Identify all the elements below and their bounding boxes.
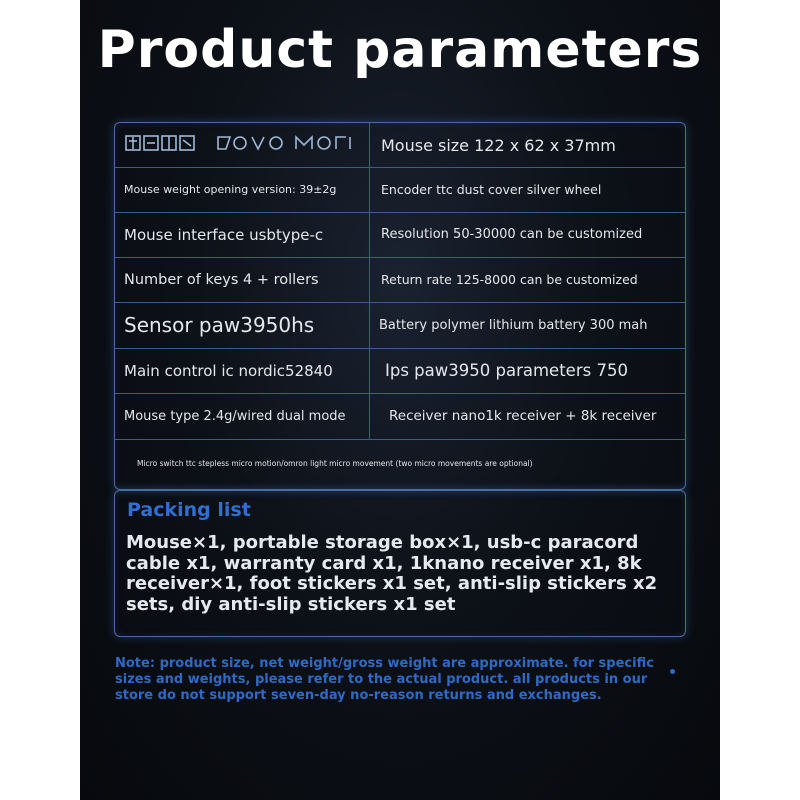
table-row [115,393,685,440]
cell-mouse-weight: Mouse weight opening version: 39±2g [115,167,370,212]
cell-sensor: Sensor paw3950hs [115,302,370,348]
decorative-dot [670,669,675,674]
table-row [115,123,685,168]
logo-graphic [124,131,360,155]
parameters-table [114,122,686,490]
cell-interface: Mouse interface usbtype-c [115,212,370,257]
cell-main-control: Main control ic nordic52840 [115,348,370,393]
cell-return-rate: Return rate 125-8000 can be customized [381,272,638,287]
cell-mouse-size: Mouse size 122 x 62 x 37mm [381,135,616,155]
table-row [115,257,685,303]
table-row [115,439,685,487]
brand-logo-cell [115,123,370,167]
table-row [115,348,685,394]
cell-mouse-type: Mouse type 2.4g/wired dual mode [115,393,370,439]
cell-ips: Ips paw3950 parameters 750 [385,361,628,380]
cell-battery: Battery polymer lithium battery 300 mah [379,317,648,333]
product-parameters-panel [80,0,720,800]
cell-micro-switch: Micro switch ttc stepless micro motion/omron light micro movement (two micro movements are optional) [137,458,533,468]
cell-encoder: Encoder ttc dust cover silver wheel [381,182,602,197]
disclaimer-note: Note: product size, net weight/gross weight are approximate. for specific sizes and weights, please refer to the actual product. all products in our store do not support seven-day no-reason returns and exchanges. [115,656,654,703]
table-row [115,302,685,349]
packing-list-box [114,490,686,637]
packing-list-body: Mouse×1, portable storage box×1, usb-c paracord cable x1, warranty card x1, 1knano receiver x1, 8k receiver×1, foot stickers x1 set, anti-slip stickers x2 sets, diy anti-slip stickers x1 set [126,532,658,615]
packing-list-title: Packing list [127,499,251,521]
cell-keys: Number of keys 4 + rollers [115,257,370,302]
cell-receiver: Receiver nano1k receiver + 8k receiver [389,408,657,424]
table-row [115,212,685,258]
page-title: Product parameters [97,20,703,80]
table-row [115,167,685,213]
brand-logo [124,131,360,159]
cell-resolution: Resolution 50-30000 can be customized [381,227,643,242]
